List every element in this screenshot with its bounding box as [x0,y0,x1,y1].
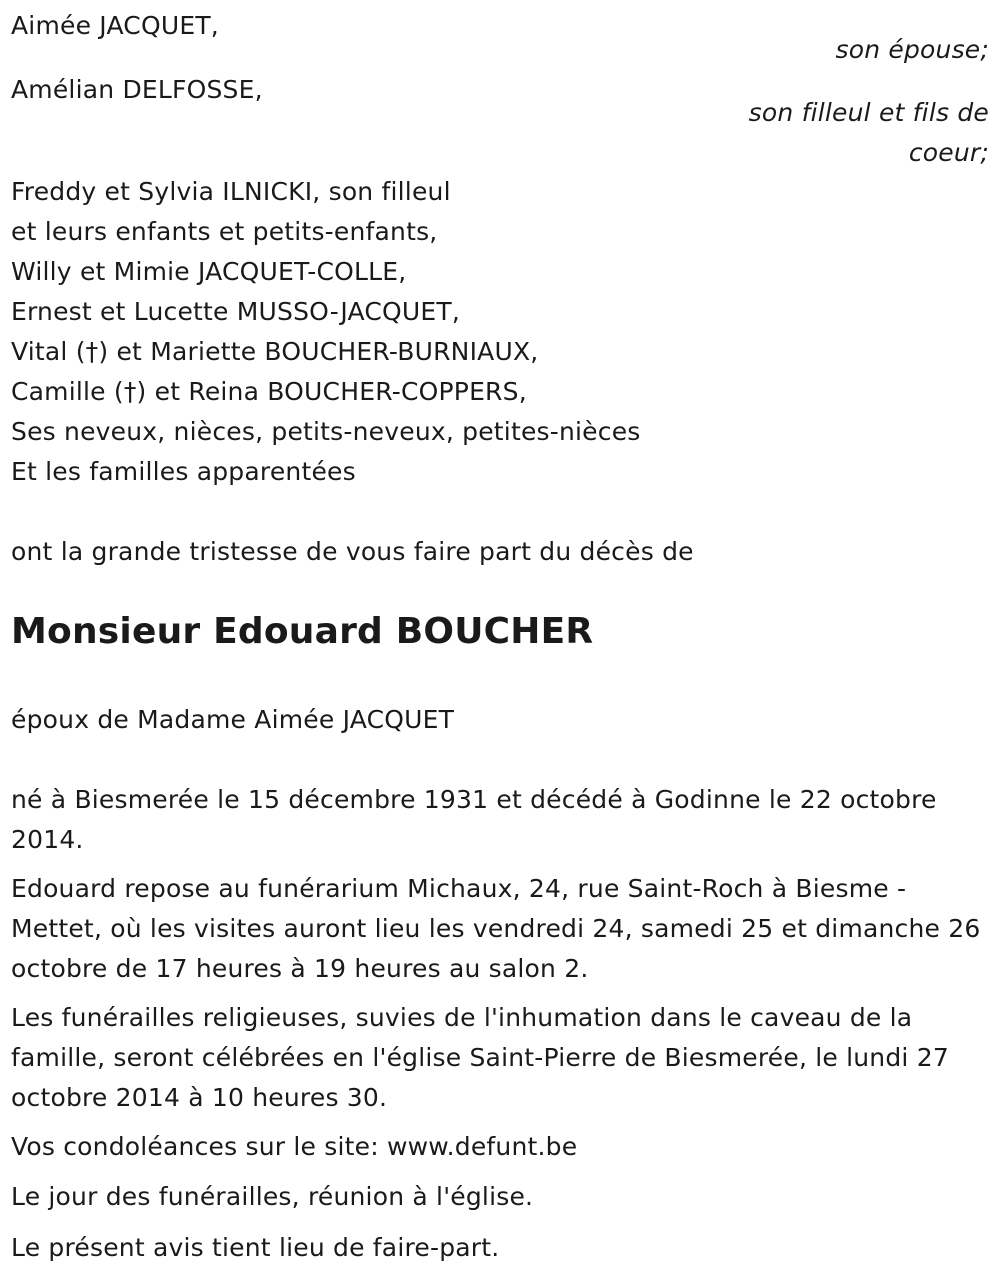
relative-line: Ses neveux, nièces, petits-neveux, petites-nièces [11,417,641,446]
godson-role-line1: son filleul et fils de [748,98,989,127]
relative-line: Willy et Mimie JACQUET-COLLE, [11,257,407,286]
wife-role: son épouse; [835,35,989,64]
relative-line: Et les familles apparentées [11,457,356,486]
birth-death-paragraph: né à Biesmerée le 15 décembre 1931 et décédé à Godinne le 22 octobre 2014. [11,785,937,854]
relative-line: Vital (†) et Mariette BOUCHER-BURNIAUX, [11,337,539,366]
godson-role-line2: coeur; [908,138,989,167]
notice-paragraph: Le présent avis tient lieu de faire-part. [11,1233,500,1262]
visitation-paragraph: Edouard repose au funérarium Michaux, 24, rue Saint-Roch à Biesme - Mettet, où les visites auront lieu les vendredi 24, samedi 25 et dimanche 26 octobre de 17 heures à 19 heures au salon 2. [11,874,981,983]
deceased-name: Monsieur Edouard BOUCHER [11,611,594,652]
relative-line: Camille (†) et Reina BOUCHER-COPPERS, [11,377,527,406]
meeting-paragraph: Le jour des funérailles, réunion à l'église. [11,1182,534,1211]
announcement-text: ont la grande tristesse de vous faire part du décès de [11,537,694,566]
godson-name: Amélian DELFOSSE, [11,75,263,104]
funeral-paragraph: Les funérailles religieuses, suvies de l'inhumation dans le caveau de la famille, seront célébrées en l'église Saint-Pierre de Biesmerée, le lundi 27 octobre 2014 à 10 heures 30. [11,1003,949,1112]
wife-name: Aimée JACQUET, [11,11,219,40]
spouse-line: époux de Madame Aimée JACQUET [11,705,455,734]
relative-line: Ernest et Lucette MUSSO-JACQUET, [11,297,460,326]
condolences-paragraph: Vos condoléances sur le site: www.defunt.be [11,1132,578,1161]
relative-line: Freddy et Sylvia ILNICKI, son filleul [11,177,451,206]
relative-line: et leurs enfants et petits-enfants, [11,217,438,246]
